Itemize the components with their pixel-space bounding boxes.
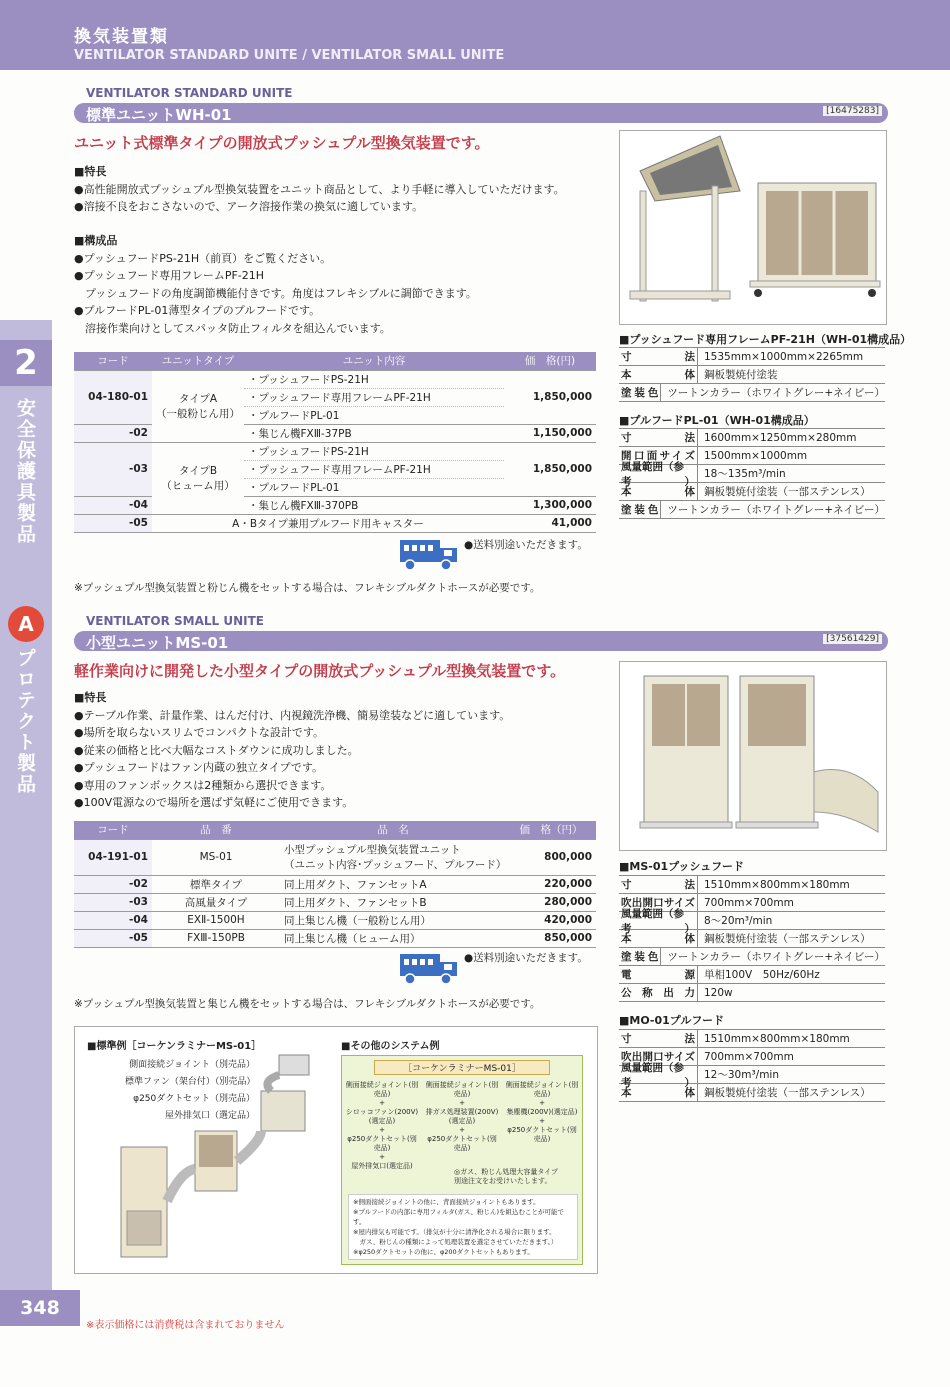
example-title: ■標準例［コーケンラミナーMS-01］ xyxy=(87,1041,262,1052)
truck-icon xyxy=(398,950,460,988)
table-row: -04 EXⅡ-1500H 同上集じん機（一般粉じん用） 420,000 xyxy=(74,911,596,929)
header-subtitle: VENTILATOR STANDARD UNITE / VENTILATOR SMALL UNITE xyxy=(74,48,505,63)
table-row: -02 標準タイプ 同上用ダクト、ファンセットA 220,000 xyxy=(74,875,596,893)
wh01-spec2-title: ■プルフードPL-01（WH-01構成品） xyxy=(619,414,815,427)
page-number: 348 xyxy=(0,1290,80,1326)
ms01-price-table: コード 品 番 品 名 価 格（円） 04-191-01 MS-01 小型プッシュプル型換気装置ユニット （ユニット内容･プッシュフード、プルフード） 800,000 -02 標準タイプ 同上用ダクト、ファンセットA 220,000 -03 高風量タイプ 同上用ダクト、ファンセットB 280,000 -04 EXⅡ-1500H 同上集じん機（一般粉じん用） 420,000 -05 FXⅢ-150PB 同上集じん機（ヒューム用） 850,000 xyxy=(74,821,596,948)
wh01-price-table: コード ユニットタイプ ユニット内容 価 格(円) 04-180-01 タイプA （一般粉じん用） ・プッシュフードPS-21H 1,850,000 ・プッシュフード専用フレームPF-21H ・プルフードPL-01 -02 ・集じん機FXⅢ-37PB 1,150,000 -03 タイプB （ヒューム用） ・プッシュフードPS-21H 1,850,000 ・プッシュフード専用フレームPF-21H ・プルフードPL-01 -04 ・集じん機FXⅢ-370PB 1,300,000 -05 A・Bタイプ兼用プルフード用キャスター 41,000 xyxy=(74,352,596,533)
ms01-title-bar xyxy=(74,631,888,651)
table-row: 04-191-01 MS-01 小型プッシュプル型換気装置ユニット （ユニット内容･プッシュフード、プルフード） 800,000 xyxy=(74,839,596,875)
ms01-product-photo xyxy=(619,661,887,851)
table-row: -05 FXⅢ-150PB 同上集じん機（ヒューム用） 850,000 xyxy=(74,929,596,947)
wh01-title-bar xyxy=(74,103,888,123)
wh01-components: ■構成品 ●プッシュフードPS-21H（前頁）をご覧ください。 ●プッシュフード専用フレームPF-21H プッシュフードの角度調節機能付きです。角度はフレキシブルに調節できます。 ●プルフードPL-01薄型タイプのプルフードです。 溶接作業向けとしてスパッタ防止フィルタを組込んでいます。 xyxy=(74,234,477,335)
page-header xyxy=(0,0,950,70)
ms01-spec1-table: 寸法 1510mm×800mm×180mm 吹出開口サイズ 700mm×700mm 風量範囲（参考） 8～20m³/min 本体 鋼板製焼付塗装（一部ステンレス） 塗装色 ツートンカラー（ホワイトグレー+ネイビー） 電源 単相100V 50Hz/60Hz 公称出力 120w xyxy=(619,875,885,1002)
table-row: -03 高風量タイプ 同上用ダクト、ファンセットB 280,000 xyxy=(74,893,596,911)
ms01-en-title: VENTILATOR SMALL UNITE xyxy=(86,614,264,628)
subcategory-label: プロテクト製品 xyxy=(14,648,36,795)
sys-title: ■その他のシステム例 xyxy=(341,1041,440,1052)
header-title: 換気装置類 xyxy=(74,27,169,47)
system-diagram: ［コーケンラミナーMS-01］ 側面接続ジョイント(別売品) + シロッコファン(200V)(選定品) + φ250ダクトセット(別売品) + 屋外排気口(選定品) 側面接続ジョイント(別売品) + 排ガス処理装置(200V)(選定品) + φ250ダクトセット(別売品) 側面接続ジョイント(別売品) + 集塵機(200V)(選定品) + φ250ダクトセット(別売品) ◎ガス、粉じん処理大容量タイプ別途注文をお受けいたします。 ※側面接続ジョイントの他に、背面接続ジョイントもあります。 ※プルフードの内部に専用フィルタ(ガス、粉じん)を組込むことが可能です。 ※屋内排気も可能です。（排気が十分に清浄化される場合に限ります。 ガス、粉じんの種類によって処理装置を選定させていただきます。） ※φ250ダクトセットの他に、φ200ダクトセットもあります。 xyxy=(341,1055,583,1265)
wh01-spec1-table: 寸法 1535mm×1000mm×2265mm 本体 鋼板製焼付塗装 塗装色 ツートンカラー（ホワイトグレー+ネイビー） xyxy=(619,347,885,402)
wh01-spec2-table: 寸法 1600mm×1250mm×280mm 開口面サイズ 1500mm×1000mm 風量範囲（参考） 18～135m³/min 本体 鋼板製焼付塗装（一部ステンレス） 塗装色 ツートンカラー（ホワイトグレー+ネイビー） xyxy=(619,428,885,519)
chapter-number: 2 xyxy=(0,340,52,386)
wh01-product-photo xyxy=(619,130,887,325)
wh01-features: ■特長 ●高性能開放式プッシュプル型換気装置をユニット商品として、より手軽に導入していただけます。 ●溶接不良をおこさないので、アーク溶接作業の換気に適しています。 xyxy=(74,165,565,213)
ms01-shipping: ●送料別途いただきます。 xyxy=(464,952,588,964)
ms01-features: ■特長 ●テーブル作業、計量作業、はんだ付け、内視鏡洗浄機、簡易塗装などに適しています。 ●場所を取らないスリムでコンパクトな設計です。 ●従来の価格と比べ大幅なコストダウンに成功しました。 ●プッシュフードはファン内蔵の独立タイプです。 ●専用のファンボックスは2種類から選択できます。 ●100V電源なので場所を選ばず気軽にご使用できます。 xyxy=(74,691,511,809)
category-label: 安全保護具製品 xyxy=(14,398,36,545)
wh01-code: [16475283] xyxy=(823,106,882,116)
system-example-panel xyxy=(74,1026,598,1274)
ms01-code: [37561429] xyxy=(823,634,882,644)
category-sidebar xyxy=(0,320,52,1310)
wh01-en-title: VENTILATOR STANDARD UNITE xyxy=(86,86,293,100)
ms01-spec1-title: ■MS-01プッシュフード xyxy=(619,860,744,873)
ms01-note: ※プッシュプル型換気装置と集じん機をセットする場合は、フレキシブルダクトホースが必要です。 xyxy=(74,998,541,1010)
table-row: -02 ・集じん機FXⅢ-37PB 1,150,000 xyxy=(74,424,596,442)
table-row: -03 タイプB （ヒューム用） ・プッシュフードPS-21H 1,850,000 xyxy=(74,442,596,460)
ms01-title: 小型ユニットMS-01 xyxy=(86,634,229,652)
ms01-lead: 軽作業向けに開発した小型タイプの開放式プッシュプル型換気装置です。 xyxy=(74,662,566,680)
wh01-spec1-title: ■プッシュフード専用フレームPF-21H（WH-01構成品） xyxy=(619,333,912,346)
section-letter: A xyxy=(8,606,44,642)
wh01-shipping: ●送料別途いただきます。 xyxy=(464,539,588,551)
table-row: -05 A・Bタイプ兼用プルフード用キャスター 41,000 xyxy=(74,514,596,532)
example-labels: 側面接続ジョイント（別売品） 標準ファン（架台付）（別売品） φ250ダクトセット（別売品） 屋外排気口（選定品） xyxy=(125,1060,256,1121)
tax-footnote: ※表示価格には消費税は含まれておりません xyxy=(86,1320,285,1331)
wh01-lead: ユニット式標準タイプの開放式プッシュプル型換気装置です。 xyxy=(74,134,490,152)
ms01-spec2-table: 寸法 1510mm×800mm×180mm 吹出開口サイズ 700mm×700mm 風量範囲（参考） 12～30m³/min 本体 鋼板製焼付塗装（一部ステンレス） xyxy=(619,1029,885,1102)
ms01-spec2-title: ■MO-01プルフード xyxy=(619,1014,724,1027)
example-illustration xyxy=(111,1051,331,1271)
wh01-note: ※プッシュプル型換気装置と粉じん機をセットする場合は、フレキシブルダクトホースが必要です。 xyxy=(74,582,541,594)
truck-icon xyxy=(398,536,460,574)
table-row: -04 ・集じん機FXⅢ-370PB 1,300,000 xyxy=(74,496,596,514)
wh01-title: 標準ユニットWH-01 xyxy=(86,106,232,124)
table-row: 04-180-01 タイプA （一般粉じん用） ・プッシュフードPS-21H 1,850,000 xyxy=(74,370,596,388)
